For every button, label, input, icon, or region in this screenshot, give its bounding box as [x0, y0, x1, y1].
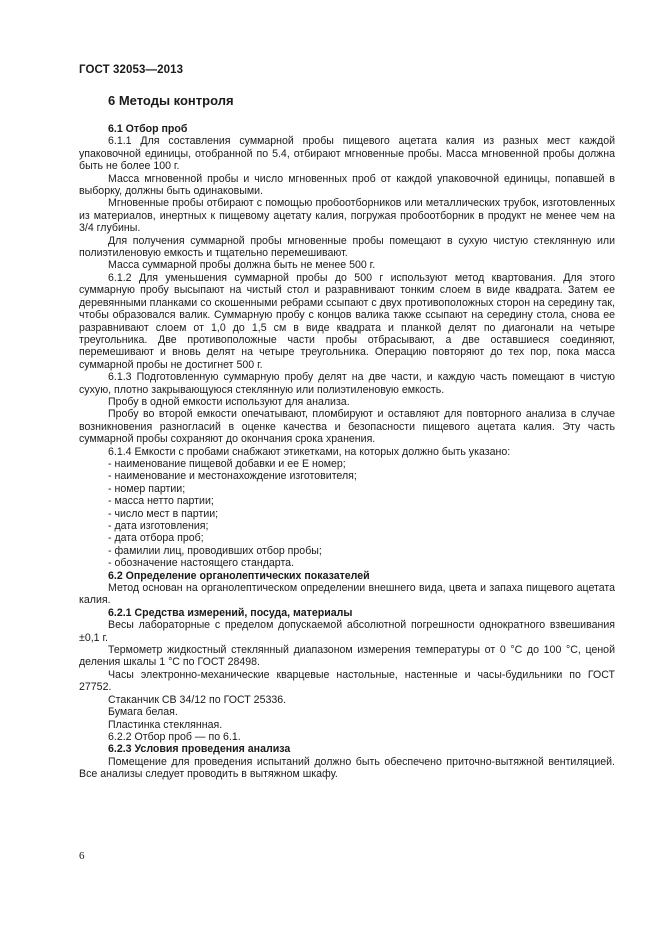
- paragraph: Стаканчик СВ 34/12 по ГОСТ 25336.: [108, 693, 287, 706]
- paragraph: Для получения суммарной пробы мгновенные пробы помещают в сухую чистую стеклянную или полиэтиленовую емкость и тщательно перемешивают.: [79, 234, 615, 260]
- paragraph: 6.2.2 Отбор проб — по 6.1.: [108, 730, 241, 743]
- paragraph: 6.1.2 Для уменьшения суммарной пробы до 500 г используют метод квартования. Для этого суммарную пробу высыпают на чистый стол и разравнивают тонким слоем в виде квадрата. Затем ее деревянными планками со скошенными ребрами ссыпают с двух противоположных сторон на середину так, чтобы образовался валик. Суммарную пробу с концов валика также ссыпают на середину стола, снова ее разравнивают слоем от 1,0 до 1,5 см в виде квадрата и планкой делят по диагонали на четыре треугольника. Две противоположные части пробы отбрасывают, а две оставшиеся соединяют, перемешивают и вновь делят на четыре треугольника. Операцию повторяют до тех пор, пока масса суммарной пробы не достигнет 500 г.: [79, 271, 615, 371]
- paragraph: Бумага белая.: [108, 706, 178, 719]
- paragraph: 6.1.3 Подготовленную суммарную пробу делят на две части, и каждую часть помещают в чистую сухую, плотно закрывающуюся стеклянную или полиэтиленовую емкость.: [79, 371, 615, 396]
- paragraph: Масса мгновенной пробы и число мгновенных проб от каждой упаковочной единицы, попавшей в выборку, должны быть одинаковыми.: [79, 172, 615, 198]
- list-item: - номер партии;: [108, 482, 186, 495]
- list-item: - дата отбора проб;: [108, 532, 204, 545]
- subsection-heading: 6.2 Определение органолептических показателей: [108, 569, 370, 582]
- paragraph: Пробу во второй емкости опечатывают, пломбируют и оставляют для повторного анализа в случае возникновения разногласий в оценке качества и безопасности пищевого ацетата калия. Эту часть суммарной пробы сохраняют до окончания срока хранения.: [79, 408, 615, 446]
- list-item: - число мест в партии;: [108, 507, 219, 520]
- paragraph: Помещение для проведения испытаний должно быть обеспечено приточно-вытяжной вентиляцией. Все анализы следует проводить в вытяжном шкафу.: [79, 755, 615, 781]
- paragraph: Пластинка стеклянная.: [108, 718, 223, 731]
- section-title: 6 Методы контроля: [108, 93, 234, 108]
- list-item: - фамилии лиц, проводивших отбор пробы;: [108, 544, 322, 557]
- list-item: - обозначение настоящего стандарта.: [108, 557, 295, 570]
- paragraph: Часы электронно-механические кварцевые настольные, настенные и часы-будильники по ГОСТ 27752.: [79, 668, 615, 694]
- paragraph: 6.1.4 Емкости с пробами снабжают этикетками, на которых должно быть указано:: [108, 445, 511, 458]
- paragraph: Пробу в одной емкости используют для анализа.: [108, 395, 350, 408]
- document-body: [79, 120, 615, 781]
- list-item: - наименование и местонахождение изготовителя;: [108, 470, 357, 483]
- document-header: ГОСТ 32053—2013: [79, 64, 184, 76]
- paragraph: Масса суммарной пробы должна быть не менее 500 г.: [108, 259, 376, 272]
- subsection-heading: 6.1 Отбор проб: [108, 123, 188, 135]
- subsection-heading: 6.2.1 Средства измерений, посуда, материалы: [108, 606, 353, 619]
- list-item: - масса нетто партии;: [108, 495, 214, 508]
- list-item: - дата изготовления;: [108, 520, 209, 532]
- subsection-heading: 6.2.3 Условия проведения анализа: [108, 743, 291, 756]
- paragraph: Термометр жидкостный стеклянный диапазоном измерения температуры от 0 °С до 100 °С, ценой деления шкалы 1 °С по ГОСТ 28498.: [79, 644, 615, 669]
- paragraph: Весы лабораторные с пределом допускаемой абсолютной погрешности однократного взвешивания ±0,1 г.: [79, 619, 615, 644]
- paragraph: Мгновенные пробы отбирают с помощью пробоотборников или металлических трубок, изготовленных из материалов, инертных к пищевому ацетату калия, погружая пробоотборник в продукт не менее чем на 3/4 глубины.: [79, 197, 615, 235]
- paragraph: Метод основан на органолептическом определении внешнего вида, цвета и запаха пищевого ацетата калия.: [79, 582, 615, 607]
- page-number: 6: [79, 850, 85, 862]
- paragraph: 6.1.1 Для составления суммарной пробы пищевого ацетата калия из разных мест каждой упаковочной единицы, отобранной по 5.4, отбирают мгновенные пробы. Масса мгновенной пробы должна быть не более 100 г.: [79, 135, 615, 173]
- list-item: - наименование пищевой добавки и ее Е номер;: [108, 457, 346, 470]
